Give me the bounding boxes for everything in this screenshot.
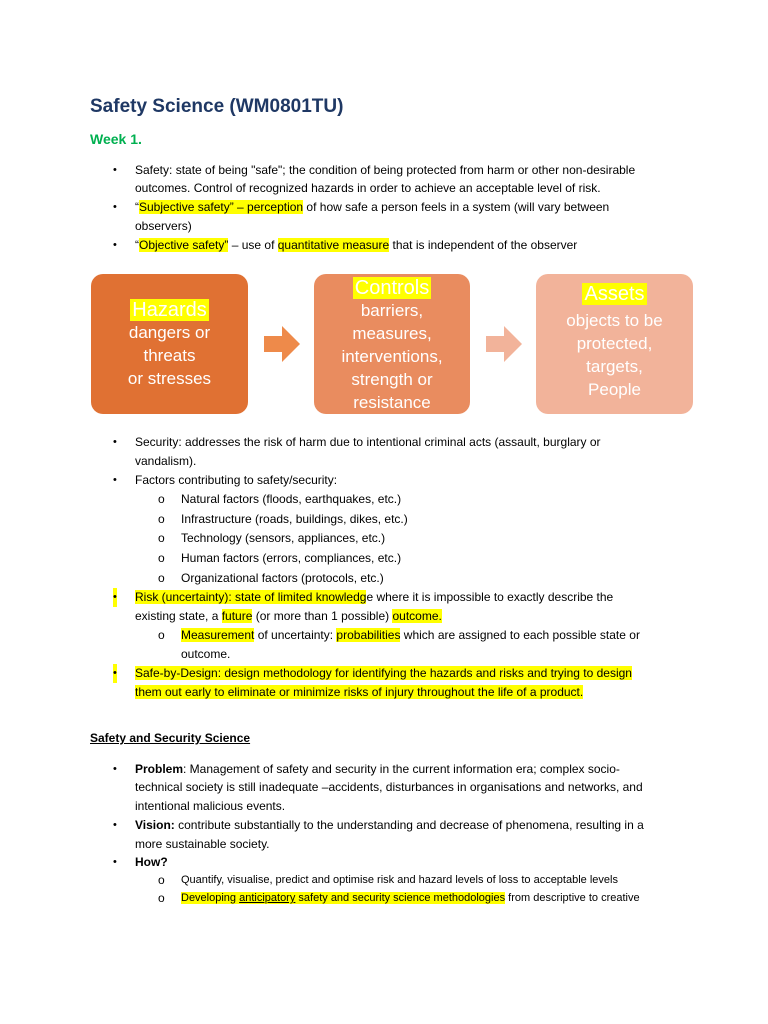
how-item-1: Quantify, visualise, predict and optimise risk and hazard levels of loss to acceptable levels [181,874,618,886]
controls-desc-4: strength or [351,370,433,389]
bullet-marker: • [113,856,117,868]
hazards-desc-3: or stresses [127,369,212,388]
vision-line-1: Vision: contribute substantially to the understanding and decrease of phenomena, resulting in a [135,818,644,832]
factor-item: Human factors (errors, compliances, etc.) [181,551,402,565]
highlight: them out early to eliminate or minimize risks of injury throughout the life of a product. [135,685,584,699]
problem-label: Problem [135,762,184,776]
hazards-desc-2: threats [143,346,196,365]
security-line-2: vandalism). [135,454,197,468]
vision-label: Vision: [135,818,175,832]
assets-desc-3: targets, [586,357,643,376]
bullet-marker: • [113,763,117,775]
sub-bullet-marker: o [158,628,165,642]
highlight: quantitative measure [277,238,390,252]
safety-definition-line-1: Safety: state of being "safe"; the condition of being protected from harm or other non-desirable [135,163,636,177]
assets-desc-2: protected, [576,334,653,353]
highlight: outcome. [392,609,442,623]
problem-line-3: intentional malicious events. [135,799,286,813]
highlight: Risk (uncertainty): state of limited knowledg [135,590,367,604]
controls-desc-3: interventions, [341,347,443,366]
how-label: How? [135,855,168,869]
hazards-box [91,274,248,414]
section-heading: Safety and Security Science [90,731,251,745]
vision-line-2: more sustainable society. [135,837,270,851]
highlight: Subjective safety” – perception [139,200,304,214]
how-item-2: Developing anticipatory safety and security science methodologies from descriptive to creative [181,892,640,904]
document-title: Safety Science (WM0801TU) [90,96,344,117]
bullet-marker: • [113,201,117,213]
factor-item: Technology (sensors, appliances, etc.) [181,531,386,545]
week-heading: Week 1. [90,131,142,147]
bullet-marker: • [113,436,117,448]
highlight: Safe-by-Design: design methodology for identifying the hazards and risks and trying to design [135,666,632,680]
safety-definition-line-2: outcomes. Control of recognized hazards in order to achieve an acceptable level of risk. [135,181,601,195]
assets-desc-4: People [588,380,641,399]
safe-by-design-line-1 [135,664,632,683]
measurement-line-2: outcome. [181,647,231,661]
bullet-marker: • [113,588,117,607]
sub-bullet-marker: o [158,512,165,526]
bullet-marker: • [113,164,117,176]
assets-title: Assets [584,283,645,305]
sub-bullet-marker: o [158,873,165,887]
risk-line-2: existing state, a future (or more than 1 possible) outcome. [135,609,442,623]
subjective-safety-line-2: observers) [135,219,192,233]
hazards-title: Hazards [132,299,207,321]
bullet-marker: • [113,664,117,683]
highlight: probabilities [336,628,401,642]
factor-item: Organizational factors (protocols, etc.) [181,571,384,585]
assets-desc-1: objects to be [566,311,663,330]
highlight: Developing anticipatory safety and security science methodologies [181,892,506,904]
security-line-1: Security: addresses the risk of harm due to intentional criminal acts (assault, burglary or [135,435,601,449]
assets-box [536,274,693,414]
highlight: Objective safety” [139,238,229,252]
sub-bullet-marker: o [158,492,165,506]
factor-item: Infrastructure (roads, buildings, dikes, etc.) [181,512,408,526]
sub-bullet-marker: o [158,891,165,905]
risk-line-1: Risk (uncertainty): state of limited knowledge where it is impossible to exactly describe the [135,590,614,604]
problem-line-1: Problem: Management of safety and security in the current information era; complex socio- [135,762,620,776]
controls-desc-5: resistance [353,393,431,412]
highlight: future [221,609,253,623]
safe-by-design-line-2 [135,683,583,702]
bullet-marker: • [113,239,117,251]
controls-desc-2: measures, [352,324,432,343]
controls-title: Controls [354,277,430,299]
problem-line-2: technical society is still inadequate –accidents, disturbances in organisations and networks, and [135,780,643,794]
bullet-marker: • [113,819,117,831]
hazards-desc-1: dangers or [128,323,211,342]
arrow-right-icon [486,326,522,362]
sub-bullet-marker: o [158,551,165,565]
factor-item: Natural factors (floods, earthquakes, etc.) [181,492,402,506]
arrow-right-icon [264,326,300,362]
measurement-line-1: Measurement of uncertainty: probabilities which are assigned to each possible state or [181,628,640,642]
highlight: Measurement [181,628,255,642]
controls-box [314,274,470,414]
bullet-marker: • [113,474,117,486]
controls-desc-1: barriers, [360,301,424,320]
subjective-safety-line: “Subjective safety” – perception of how safe a person feels in a system (will vary between [135,200,610,214]
factors-line: Factors contributing to safety/security: [135,473,338,487]
objective-safety-line: “Objective safety” – use of quantitative measure that is independent of the observer [135,238,578,252]
sub-bullet-marker: o [158,571,165,585]
sub-bullet-marker: o [158,531,165,545]
